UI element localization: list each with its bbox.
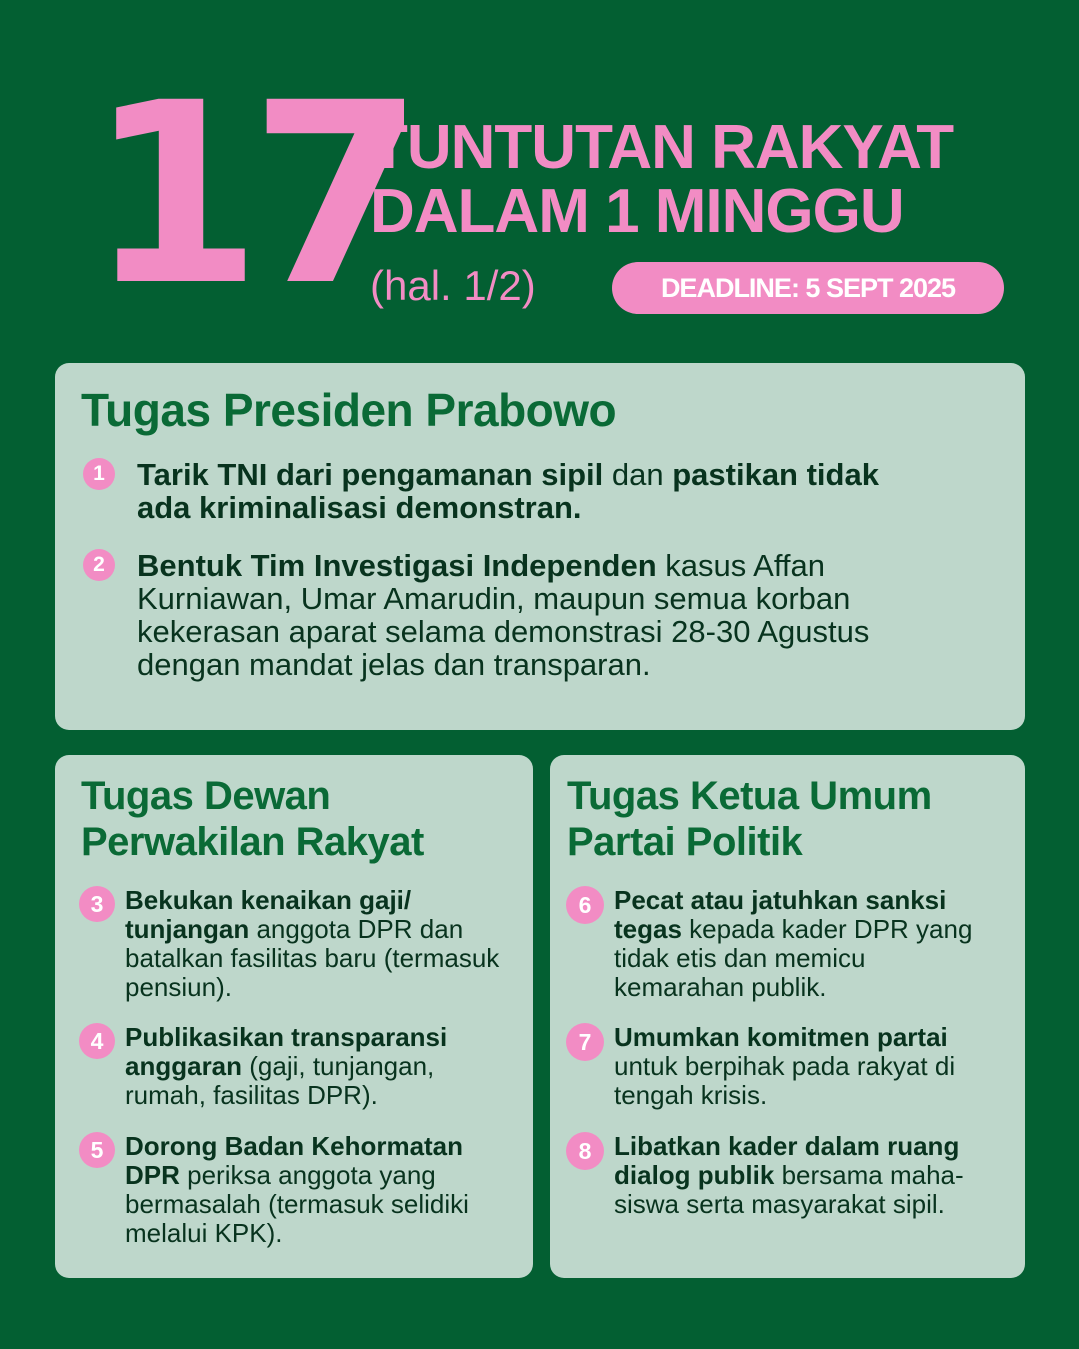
- item-number-badge: 4: [79, 1023, 115, 1059]
- demand-text: Bekukan kenaikan gaji/ tunjangan anggota DPR dan batalkan fasilitas baru (termasuk pensiun).: [125, 885, 500, 1002]
- card-dpr: [55, 755, 533, 1278]
- headline-title-line1: TUNTUTAN RAKYAT: [370, 113, 954, 182]
- demand-text: Publikasikan transparansi anggaran (gaji, tunjangan, rumah, fasilitas DPR).: [125, 1022, 448, 1110]
- demand-text: Pecat atau jatuhkan sanksi tegas kepada kader DPR yang tidak etis dan memicu kemarahan publik.: [614, 885, 973, 1002]
- card-partai: [550, 755, 1025, 1278]
- deadline-badge: DEADLINE: 5 SEPT 2025: [612, 262, 1004, 314]
- demand-text: Umumkan komitmen partai untuk berpihak pada rakyat di tengah krisis.: [614, 1022, 956, 1110]
- item-number-badge: 6: [566, 886, 604, 924]
- item-number-badge: 7: [566, 1023, 604, 1061]
- card-presiden: [55, 363, 1025, 730]
- demand-item-3: [90, 885, 515, 1002]
- demand-text: Libatkan kader dalam ruang dialog publik bersama maha-siswa serta masyarakat sipil.: [614, 1131, 964, 1219]
- demand-item-1: [93, 457, 917, 525]
- item-number-badge: 5: [79, 1132, 115, 1168]
- demand-item-6: [578, 885, 999, 1002]
- demand-item-5: [90, 1131, 515, 1248]
- item-number-badge: 2: [83, 549, 115, 581]
- headline-number: 17: [88, 49, 412, 340]
- headline-title: [370, 113, 954, 246]
- page-indicator: (hal. 1/2): [370, 262, 536, 309]
- item-number-badge: 1: [83, 458, 115, 490]
- demand-text: Dorong Badan Kehormatan DPR periksa anggota yang bermasalah (termasuk selidiki melalui KPK).: [125, 1131, 469, 1248]
- demand-item-7: [578, 1022, 999, 1110]
- card-presiden-title: Tugas Presiden Prabowo: [81, 384, 617, 436]
- headline-title-line2: DALAM 1 MINGGU: [370, 177, 904, 246]
- demand-item-8: [578, 1131, 999, 1219]
- item-number-badge: 8: [566, 1132, 604, 1170]
- card-partai-title: Tugas Ketua Umum Partai Politik: [567, 774, 932, 864]
- demand-text: Bentuk Tim Investigasi Independen kasus Affan Kurniawan, Umar Amarudin, maupun semua korban kekerasan aparat selama demonstrasi 28-30 Agustus dengan mandat jelas dan transparan.: [137, 548, 870, 682]
- demand-text: Tarik TNI dari pengamanan sipil dan pastikan tidak ada kriminalisasi demonstran.: [137, 457, 879, 525]
- demand-item-4: [90, 1022, 515, 1110]
- card-dpr-title: Tugas Dewan Perwakilan Rakyat: [81, 774, 424, 864]
- demand-item-2: [93, 548, 917, 682]
- item-number-badge: 3: [79, 886, 115, 922]
